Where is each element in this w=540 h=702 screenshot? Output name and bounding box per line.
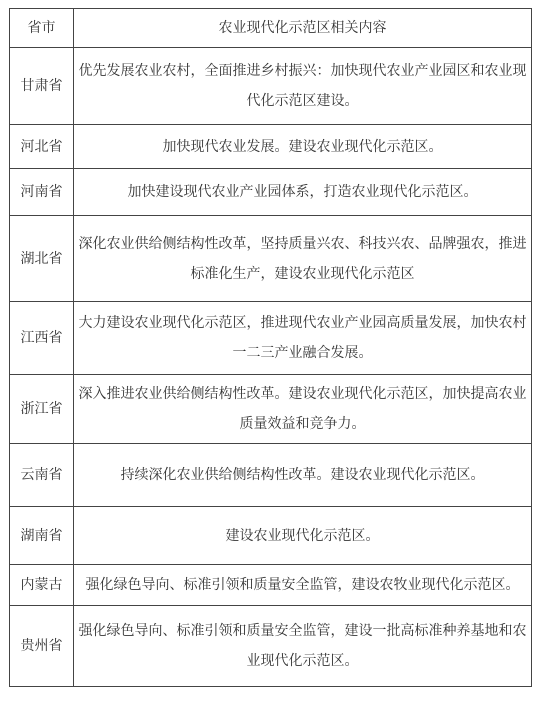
province-table-container (9, 8, 531, 687)
agri-modernization-table (9, 8, 532, 687)
header-province: 省市 (10, 9, 74, 48)
row-province: 贵州省 (10, 606, 74, 687)
row-province: 湖北省 (10, 216, 74, 302)
table-row (10, 48, 532, 125)
row-province: 内蒙古 (10, 565, 74, 606)
row-content: 深化农业供给侧结构性改革，坚持质量兴农、科技兴农、品牌强农，推进标准化生产，建设农业现代化示范区 (74, 216, 532, 302)
table-row (10, 216, 532, 302)
table-row (10, 565, 532, 606)
table-row (10, 606, 532, 687)
row-content: 加快建设现代农业产业园体系，打造农业现代化示范区。 (74, 169, 532, 216)
row-province: 河北省 (10, 125, 74, 169)
table-row (10, 125, 532, 169)
table-row (10, 375, 532, 444)
row-content: 持续深化农业供给侧结构性改革。建设农业现代化示范区。 (74, 444, 532, 507)
header-content: 农业现代化示范区相关内容 (74, 9, 532, 48)
row-content: 加快现代农业发展。建设农业现代化示范区。 (74, 125, 532, 169)
table-row (10, 302, 532, 375)
table-row (10, 169, 532, 216)
row-content: 建设农业现代化示范区。 (74, 507, 532, 565)
row-province: 江西省 (10, 302, 74, 375)
table-row (10, 507, 532, 565)
row-province: 甘肃省 (10, 48, 74, 125)
table-row (10, 444, 532, 507)
row-content: 强化绿色导向、标准引领和质量安全监管，建设一批高标准种养基地和农业现代化示范区。 (74, 606, 532, 687)
row-content: 优先发展农业农村，全面推进乡村振兴：加快现代农业产业园区和农业现代化示范区建设。 (74, 48, 532, 125)
row-content: 强化绿色导向、标准引领和质量安全监管，建设农牧业现代化示范区。 (74, 565, 532, 606)
row-content: 深入推进农业供给侧结构性改革。建设农业现代化示范区，加快提高农业质量效益和竞争力。 (74, 375, 532, 444)
row-province: 河南省 (10, 169, 74, 216)
row-province: 云南省 (10, 444, 74, 507)
table-header-row (10, 9, 532, 48)
row-province: 湖南省 (10, 507, 74, 565)
row-province: 浙江省 (10, 375, 74, 444)
row-content: 大力建设农业现代化示范区，推进现代农业产业园高质量发展，加快农村一二三产业融合发展。 (74, 302, 532, 375)
